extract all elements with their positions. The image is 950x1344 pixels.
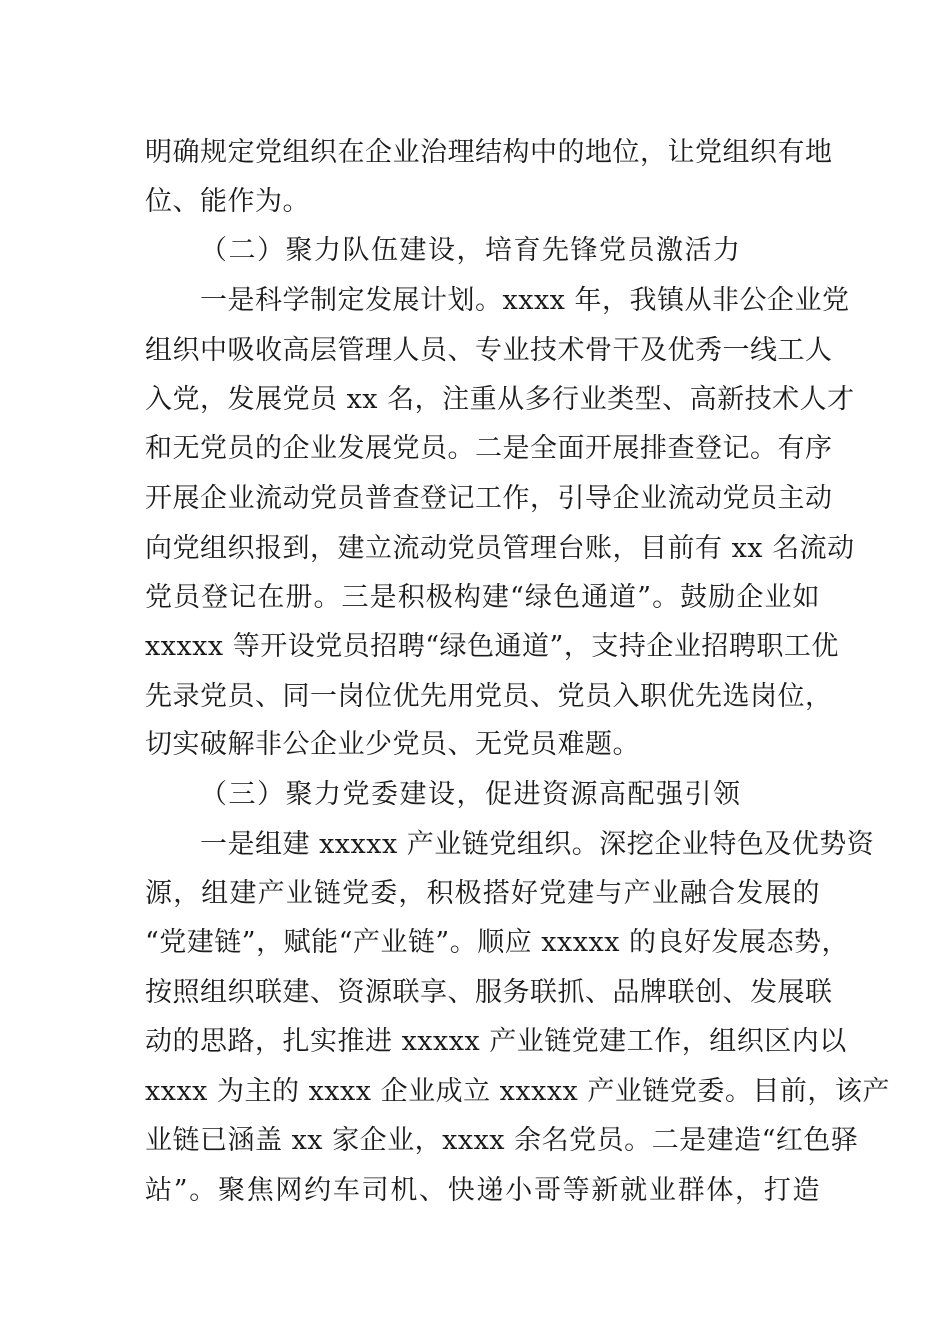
text-line: 向党组织报到，建立流动党员管理台账，目前有 xx 名流动 bbox=[145, 533, 855, 564]
text-line: 明确规定党组织在企业治理结构中的地位，让党组织有地 bbox=[145, 137, 833, 168]
text-line: 组织中吸收高层管理人员、专业技术骨干及优秀一线工人 bbox=[145, 335, 833, 366]
text-line: 业链已涵盖 xx 家企业，xxxx 余名党员。二是建造“红色驿 bbox=[145, 1125, 859, 1156]
text-line: 一是科学制定发展计划。xxxx 年，我镇从非公企业党 bbox=[200, 285, 850, 316]
text-line: xxxxx 等开设党员招聘“绿色通道”，支持企业招聘职工优 bbox=[145, 631, 839, 662]
text-line: 位、能作为。 bbox=[145, 186, 310, 217]
section-heading-2: （二）聚力队伍建设，培育先锋党员激活力 bbox=[200, 235, 742, 266]
text-line: 和无党员的企业发展党员。二是全面开展排查登记。有序 bbox=[145, 433, 833, 464]
text-line: xxxx 为主的 xxxx 企业成立 xxxxx 产业链党委。目前，该产 bbox=[145, 1076, 890, 1107]
text-line: 党员登记在册。三是积极构建“绿色通道”。鼓励企业如 bbox=[145, 582, 820, 613]
text-line: “党建链”，赋能“产业链”。顺应 xxxxx 的良好发展态势， bbox=[145, 927, 850, 958]
text-line: 入党，发展党员 xx 名，注重从多行业类型、高新技术人才 bbox=[145, 384, 855, 415]
text-line: 按照组织联建、资源联享、服务联抓、品牌联创、发展联 bbox=[145, 977, 833, 1008]
text-line: 站”。聚焦网约车司机、快递小哥等新就业群体，打造 bbox=[145, 1175, 820, 1206]
text-line: 先录党员、同一岗位优先用党员、党员入职优先选岗位， bbox=[145, 681, 833, 712]
text-line: 开展企业流动党员普查登记工作，引导企业流动党员主动 bbox=[145, 483, 833, 514]
section-heading-3: （三）聚力党委建设，促进资源高配强引领 bbox=[200, 779, 742, 810]
text-line: 切实破解非公企业少党员、无党员难题。 bbox=[145, 729, 640, 760]
text-line: 源，组建产业链党委，积极搭好党建与产业融合发展的 bbox=[145, 878, 820, 909]
text-line: 一是组建 xxxxx 产业链党组织。深挖企业特色及优势资 bbox=[200, 829, 875, 860]
text-line: 动的思路，扎实推进 xxxxx 产业链党建工作，组织区内以 bbox=[145, 1026, 847, 1057]
